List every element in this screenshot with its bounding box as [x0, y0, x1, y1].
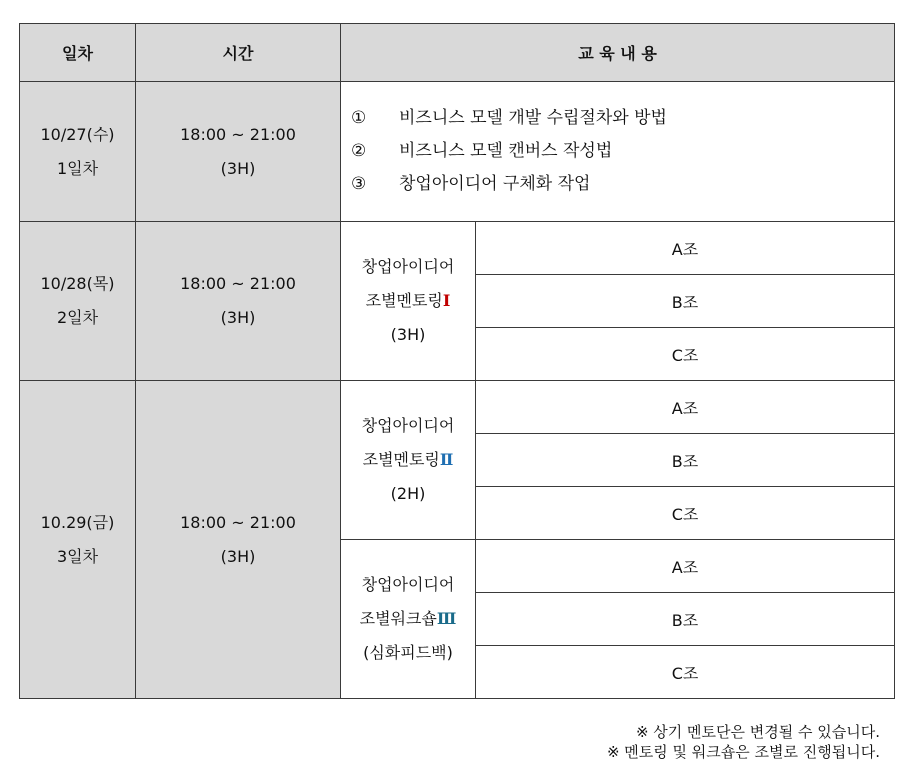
roman-numeral-3: Ⅲ	[436, 609, 457, 628]
day1-label: 1일차	[56, 158, 99, 178]
group-cell: C조	[476, 487, 895, 540]
roman-numeral-2: Ⅱ	[439, 450, 454, 469]
day3-label: 3일차	[56, 546, 99, 566]
group-cell: A조	[476, 222, 895, 275]
day3-time: 18:00 ~ 21:00	[180, 512, 296, 532]
day1-duration: (3H)	[220, 158, 256, 178]
day3-date: 10.29(금)	[40, 512, 115, 532]
header-content: 교 육 내 용	[341, 24, 895, 82]
footnotes	[607, 722, 880, 762]
footnote: ※ 상기 멘토단은 변경될 수 있습니다.	[635, 723, 880, 741]
day2-label: 2일차	[56, 308, 99, 327]
day2-time-cell	[136, 222, 341, 381]
content-item: ② 비즈니스 모델 캔버스 작성법	[351, 141, 613, 161]
day1-day-cell	[20, 82, 136, 222]
schedule-table	[19, 23, 895, 699]
content-item: ① 비즈니스 모델 개발 수립절차와 방법	[351, 108, 667, 128]
day2-time: 18:00 ~ 21:00	[180, 274, 296, 293]
day1-date: 10/27(수)	[40, 124, 115, 144]
header-time: 시간	[136, 24, 341, 82]
group-cell: B조	[476, 593, 895, 646]
group-cell: B조	[476, 434, 895, 487]
day2-date: 10/28(목)	[40, 274, 115, 293]
group-cell: A조	[476, 381, 895, 434]
day1-time-cell	[136, 82, 341, 222]
day3-duration: (3H)	[220, 546, 256, 566]
day1-content-cell	[341, 82, 895, 222]
day2-row-a	[20, 222, 895, 275]
day3-session1-cell: 창업아이디어 조별멘토링Ⅱ (2H)	[341, 381, 476, 540]
group-cell: C조	[476, 646, 895, 699]
day2-day-cell	[20, 222, 136, 381]
day3-row-1a	[20, 381, 895, 434]
group-cell: B조	[476, 275, 895, 328]
day3-session2-cell: 창업아이디어 조별워크숍Ⅲ (심화피드백)	[341, 540, 476, 699]
content-item: ③ 창업아이디어 구체화 작업	[351, 174, 591, 194]
group-cell: C조	[476, 328, 895, 381]
day1-row	[20, 82, 895, 222]
footnote: ※ 멘토링 및 워크숍은 조별로 진행됩니다.	[606, 743, 880, 761]
roman-numeral-1: Ⅰ	[442, 291, 451, 310]
header-row	[20, 24, 895, 82]
day2-duration: (3H)	[220, 308, 256, 327]
day3-day-cell	[20, 381, 136, 699]
day1-time: 18:00 ~ 21:00	[180, 124, 296, 144]
day2-session-cell: 창업아이디어 조별멘토링Ⅰ (3H)	[341, 222, 476, 381]
header-day: 일차	[20, 24, 136, 82]
day3-time-cell	[136, 381, 341, 699]
group-cell: A조	[476, 540, 895, 593]
